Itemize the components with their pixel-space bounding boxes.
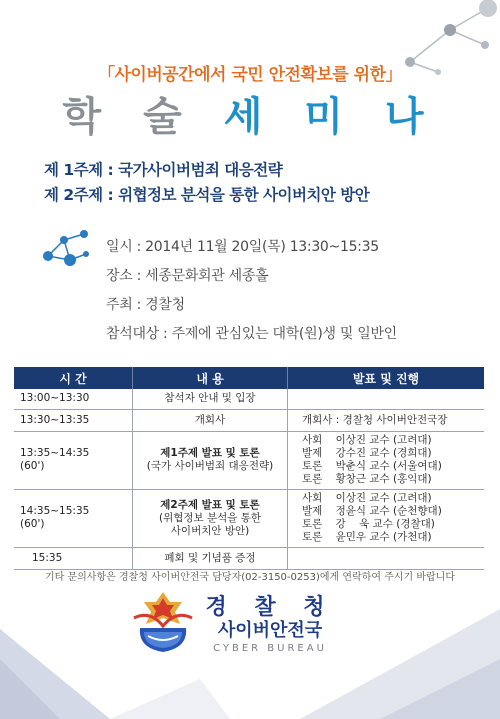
row-content: 폐회 및 기념품 증정	[133, 547, 288, 569]
row-content: 개회사	[133, 409, 288, 431]
row-content: 참석자 안내 및 입장	[133, 389, 288, 409]
network-nodes-icon	[40, 226, 94, 272]
presenter: 발제 정윤식 교수 (순천향대)	[302, 505, 442, 517]
row-time: 15:35	[14, 547, 133, 569]
cyber-bureau-logo	[200, 596, 340, 656]
presenter: 토론 황창근 교수 (홍익대)	[302, 473, 432, 485]
row-time: 13:30~13:35	[14, 409, 133, 431]
row-content	[133, 431, 288, 489]
presenter: 사회 이상진 교수 (고려대)	[302, 492, 432, 504]
row-content	[133, 489, 288, 547]
logo-org-name: 경 찰 청	[205, 595, 335, 620]
title-part-seminar: 세 미 나	[223, 94, 438, 140]
logo-english-name: CYBER BUREAU	[213, 643, 327, 654]
header-time: 시 간	[14, 367, 133, 389]
contact-note: 기타 문의사항은 경찰청 사이버안전국 담당자(02-3150-0253)에게 연락하여 주시기 바랍니다	[44, 572, 455, 583]
table-row	[14, 547, 484, 569]
page-title	[0, 85, 500, 142]
time-duration: (60')	[20, 460, 45, 472]
presenter: 토론 강 욱 교수 (경찰대)	[302, 518, 435, 530]
table-row	[14, 489, 484, 547]
row-presenters	[288, 431, 485, 489]
table-row	[14, 409, 484, 431]
event-info	[106, 233, 397, 349]
presenter: 토론 박춘식 교수 (서울여대)	[302, 460, 442, 472]
time-range: 13:35~14:35	[20, 447, 90, 459]
table-row	[14, 431, 484, 489]
seminar-subtitle: 「사이버공간에서 국민 안전확보를 위한」	[97, 65, 402, 85]
time-duration: (60')	[20, 518, 45, 530]
content-detail: (위협정보 분석을 통한	[158, 511, 262, 524]
row-presenters	[288, 547, 485, 569]
title-part-academic: 학 술	[62, 94, 196, 140]
topic-2: 제 2주제 : 위협정보 분석을 통한 사이버치안 방안	[44, 186, 370, 204]
row-time	[14, 431, 133, 489]
presenter: 사회 이상진 교수 (고려대)	[302, 434, 432, 446]
content-detail: (국가 사이버범죄 대응전략)	[146, 460, 274, 472]
content-title: 제1주제 발표 및 토론	[160, 447, 260, 459]
row-presenters	[288, 389, 485, 409]
info-audience: 참석대상 : 주제에 관심있는 대학(원)생 및 일반인	[106, 326, 397, 342]
header-content: 내 용	[133, 367, 288, 389]
presenter: 토론 윤민우 교수 (가천대)	[302, 531, 432, 543]
logo-dept-name: 사이버안전국	[217, 620, 323, 641]
content-title: 제2주제 발표 및 토론	[160, 498, 260, 511]
topic-1: 제 1주제 : 국가사이버범죄 대응전략	[44, 161, 283, 179]
info-date: 일시 : 2014년 11월 20일(목) 13:30~15:35	[106, 239, 379, 255]
info-host: 주최 : 경찰청	[106, 297, 185, 313]
topics-list	[44, 158, 369, 208]
table-row	[14, 389, 484, 409]
header-presenters: 발표 및 진행	[288, 367, 485, 389]
row-time	[14, 489, 133, 547]
presenter: 발제 강수진 교수 (경희대)	[302, 447, 432, 459]
time-range: 14:35~15:35	[20, 505, 90, 517]
row-presenters: 개회사 : 경찰청 사이버안전국장	[288, 409, 485, 431]
schedule-header-row	[14, 367, 484, 389]
schedule-table	[14, 367, 484, 570]
info-venue: 장소 : 세종문화회관 세종홀	[106, 268, 269, 284]
row-time: 13:00~13:30	[14, 389, 133, 409]
police-emblem-icon	[130, 588, 196, 656]
row-presenters	[288, 489, 485, 547]
content-detail: 사이버치안 방안)	[170, 524, 250, 537]
